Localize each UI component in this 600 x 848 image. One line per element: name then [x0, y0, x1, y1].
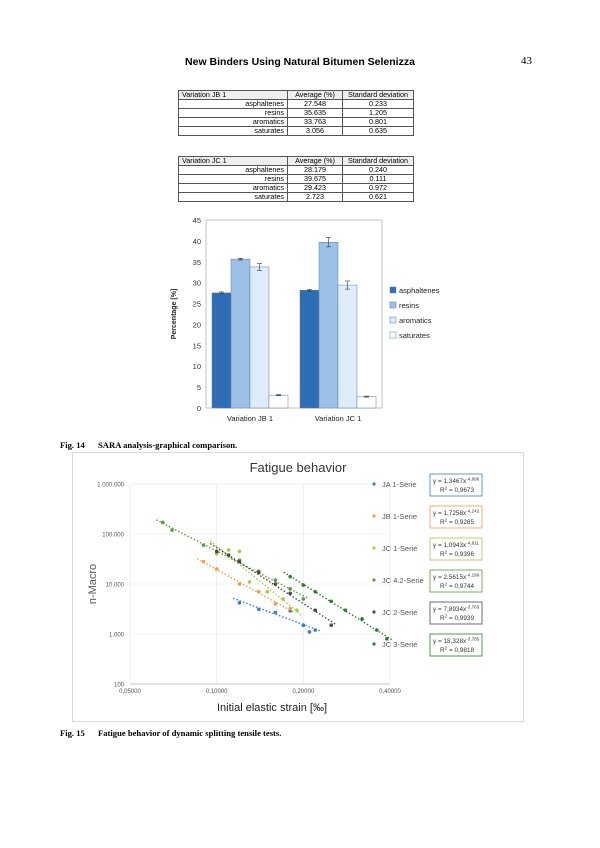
- y-axis-label: n-Macro: [87, 563, 99, 605]
- data-point: [288, 592, 292, 596]
- data-point: [257, 590, 261, 594]
- column-header-sd: Standard deviation: [343, 157, 414, 166]
- legend-marker: [372, 482, 375, 485]
- data-point: [202, 543, 206, 547]
- data-point: [302, 583, 306, 587]
- data-point: [238, 582, 242, 586]
- legend-marker: [372, 514, 375, 517]
- regression-equation: $y = 2,5615x^{-4,199}$: [433, 572, 480, 581]
- legend-label: aromatics: [399, 316, 432, 325]
- legend-label: asphaltenes: [399, 286, 440, 295]
- data-point: [281, 597, 285, 601]
- column-header-average: Average (%): [288, 157, 343, 166]
- chart-title: Fatigue behavior: [249, 460, 347, 475]
- r-squared-value: $R^2 = 0,9396$: [440, 549, 475, 558]
- bar-resins: [231, 259, 250, 408]
- legend-swatch: [390, 287, 396, 293]
- page-number: 43: [521, 55, 532, 67]
- y-axis-label: Percentage [%]: [171, 288, 178, 340]
- data-point: [313, 628, 317, 632]
- x-tick-label: 0,10000: [205, 689, 228, 695]
- y-tick-label: 45: [192, 216, 201, 225]
- legend-label: resins: [399, 301, 420, 310]
- x-category-label: Variation JB 1: [226, 414, 274, 423]
- column-header-average: Average (%): [288, 91, 343, 100]
- y-tick-label: 25: [192, 299, 201, 309]
- x-tick-label: 0,05000: [119, 689, 141, 695]
- y-tick-label: 100.000: [102, 532, 124, 539]
- data-point: [202, 560, 206, 564]
- data-point: [308, 630, 312, 634]
- y-tick-label: 40: [192, 236, 201, 246]
- sara-table-jb1: [178, 90, 414, 136]
- data-point: [295, 608, 299, 612]
- data-point: [161, 521, 165, 525]
- legend-marker: [372, 578, 375, 581]
- data-point: [344, 608, 348, 612]
- table-row: aromatics 29.423 0.972: [179, 184, 414, 193]
- data-point: [329, 623, 333, 627]
- legend-swatch: [390, 332, 396, 338]
- figure-15-caption: [60, 728, 281, 738]
- y-tick-label: 100: [113, 682, 124, 689]
- data-point: [215, 567, 219, 571]
- data-point: [266, 590, 270, 594]
- data-point: [329, 600, 333, 604]
- data-point: [274, 582, 278, 586]
- r-squared-value: $R^2 = 0,9673$: [440, 485, 475, 494]
- figure-caption-text: Fatigue behavior of dynamic splitting tensile tests.: [98, 728, 282, 738]
- data-point: [274, 578, 278, 582]
- legend-series-label: JC 1-Serie: [382, 544, 418, 553]
- bar-asphaltenes: [212, 293, 231, 408]
- table-row: aromatics 33.763 0.801: [179, 118, 414, 127]
- table-row: resins 39.675 0.111: [179, 175, 414, 184]
- data-point: [257, 608, 261, 612]
- y-tick-label: 0: [196, 404, 201, 413]
- figure-14-caption: [60, 440, 237, 450]
- data-point: [248, 580, 252, 584]
- figure-number: Fig. 15: [60, 728, 85, 738]
- r-squared-value: $R^2 = 0,9818$: [440, 645, 475, 654]
- bar-aromatics: [338, 285, 357, 408]
- legend-marker: [372, 610, 375, 613]
- figure-number: Fig. 14: [60, 440, 85, 450]
- data-point: [288, 607, 292, 611]
- y-tick-label: 20: [192, 320, 201, 330]
- legend-swatch: [390, 317, 396, 323]
- table-row: saturates 3.056 0.635: [179, 127, 414, 136]
- fatigue-scatter-chart: [72, 452, 524, 722]
- table-title: Variation JB 1: [179, 91, 288, 100]
- data-point: [257, 571, 261, 575]
- legend-marker: [372, 642, 375, 645]
- bar-resins: [319, 242, 338, 408]
- x-axis-label: Initial elastic strain [‰]: [216, 702, 328, 714]
- data-point: [238, 560, 242, 564]
- r-squared-value: $R^2 = 0,9285$: [440, 517, 475, 526]
- x-category-label: Variation JC 1: [314, 414, 362, 423]
- column-header-sd: Standard deviation: [343, 91, 414, 100]
- data-point: [288, 575, 292, 579]
- bar-saturates: [357, 397, 376, 408]
- regression-equation: $y = 1,3467x^{-4,896}$: [433, 476, 480, 485]
- data-point: [313, 590, 317, 594]
- y-tick-label: 35: [192, 257, 201, 267]
- bar-asphaltenes: [300, 290, 319, 408]
- legend-marker: [372, 546, 375, 549]
- legend-series-label: JC 2-Serie: [382, 608, 418, 617]
- table-row: asphaltenes 28.179 0.240: [179, 166, 414, 175]
- legend-series-label: JB 1-Serie: [382, 512, 418, 521]
- y-tick-label: 30: [192, 278, 201, 288]
- regression-equation: $y = 7,8934x^{-3,763}$: [433, 604, 480, 613]
- legend-series-label: JA 1-Serie: [382, 480, 417, 489]
- y-tick-label: 5: [196, 383, 201, 393]
- figure-caption-text: SARA analysis-graphical comparison.: [98, 440, 238, 450]
- data-point: [238, 601, 242, 605]
- bar-aromatics: [250, 267, 269, 408]
- data-point: [302, 623, 306, 627]
- table-row: resins 35.635 1.205: [179, 109, 414, 118]
- bar-saturates: [269, 395, 288, 408]
- data-point: [313, 608, 317, 612]
- data-point: [227, 553, 231, 557]
- data-point: [302, 597, 306, 601]
- y-tick-label: 1.000: [108, 632, 124, 639]
- table-title: Variation JC 1: [179, 157, 288, 166]
- data-point: [238, 550, 242, 554]
- y-tick-label: 1.000.000: [97, 482, 124, 489]
- data-point: [170, 528, 174, 532]
- r-squared-value: $R^2 = 0,9939$: [440, 613, 475, 622]
- x-tick-label: 0,40000: [379, 689, 401, 695]
- legend-label: saturates: [399, 331, 430, 340]
- legend-series-label: JC 4.2-Serie: [382, 576, 424, 585]
- y-tick-label: 10: [192, 362, 201, 372]
- data-point: [375, 628, 379, 632]
- regression-equation: $y = 1,0943x^{-4,811}$: [433, 540, 479, 549]
- sara-bar-chart: [160, 212, 460, 432]
- data-point: [227, 548, 231, 552]
- data-point: [215, 550, 219, 554]
- data-point: [274, 602, 278, 606]
- legend-series-label: JC 3-Serie: [382, 640, 418, 649]
- legend-swatch: [390, 302, 396, 308]
- r-squared-value: $R^2 = 0,9744$: [440, 581, 475, 590]
- data-point: [288, 587, 292, 591]
- y-tick-label: 10.000: [105, 582, 124, 589]
- data-point: [360, 617, 364, 621]
- x-tick-label: 0,20000: [292, 689, 315, 695]
- data-point: [274, 611, 278, 615]
- y-tick-label: 15: [192, 341, 201, 351]
- table-row: saturates 2.723 0.621: [179, 193, 414, 202]
- sara-table-jc1: [178, 156, 414, 202]
- regression-equation: $y = 18,328x^{-3,785}$: [433, 636, 480, 645]
- running-header-title: New Binders Using Natural Bitumen Selenizza: [185, 56, 415, 68]
- regression-equation: $y = 1,7258x^{-4,242}$: [433, 508, 480, 517]
- table-row: asphaltenes 27.548 0.233: [179, 100, 414, 109]
